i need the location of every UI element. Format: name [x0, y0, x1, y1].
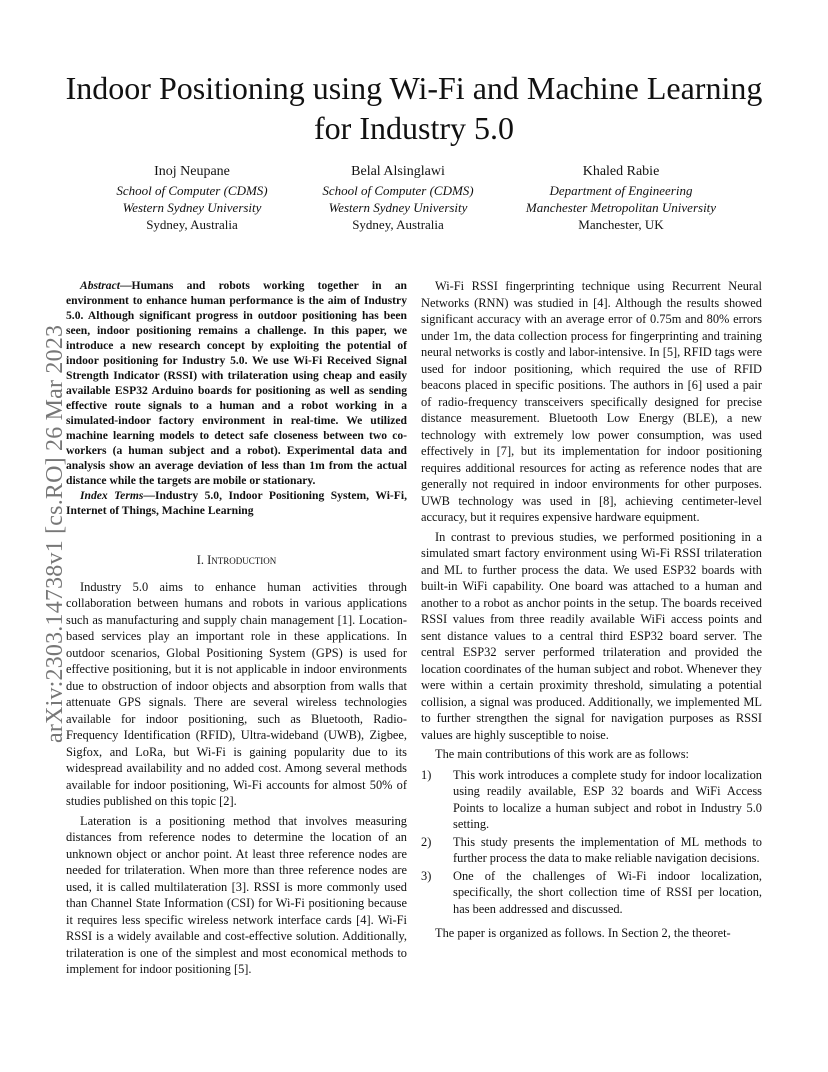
author-block-1: [77, 163, 307, 233]
author-name: Inoj Neupane: [154, 164, 230, 179]
author-place: Sydney, Australia: [146, 217, 238, 232]
abstract-text: —Humans and robots working together in an environment to enhance human performance is the aim of Industry 5.0. Although significant progress in outdoor positioning has been seen, indoor positioning remains a challenge. In this paper, we introduce a new research concept by exploiting the potential of indoor positioning for Industry 5.0. We use Wi-Fi Received Signal Strength Indicator (RSSI) with trilateration using cheap and easily available ESP32 Arduino boards for positioning as well as sending effective route signals to a human and a robot working in a simulated-indoor factory environment in real-time. We utilized machine learning models to detect safe closeness between two co-workers (a human subject and a robot). Experimental data and analysis show an average deviation of less than 1m from the actual distance while the targets are mobile or stationary.: [66, 279, 407, 487]
author-place: Sydney, Australia: [352, 217, 444, 232]
body-paragraph: The main contributions of this work are as follows:: [435, 747, 689, 761]
abstract: [66, 278, 407, 488]
right-column: [421, 278, 762, 942]
author-org: Manchester Metropolitan University: [525, 200, 717, 215]
section-title: Introduction: [207, 553, 277, 567]
contributions-list: [421, 767, 762, 918]
abstract-label: Abstract: [80, 279, 120, 292]
author-org: Western Sydney University: [122, 200, 262, 215]
section-heading: [66, 552, 407, 569]
paper-title: Indoor Positioning using Wi-Fi and Machine Learning for Industry 5.0: [65, 70, 763, 146]
list-number: 1): [421, 767, 432, 782]
list-text: This work introduces a complete study for indoor localization using readily available, ESP 32 boards and WiFi Access Points to localize a human subject and robot in Industry 5.0 setting.: [453, 767, 762, 831]
body-paragraph: In contrast to previous studies, we performed positioning in a simulated smart factory environment using Wi-Fi RSSI trilateration and ML to further process the data. We used ESP32 boards with built-in WiFi capability. One board was attached to a human and another to a robot as anchor points in the setup. The boards received RSSI values from three readily available WiFi access points and sent distance values to a central third ESP32 board server. The central ESP32 server performed trilateration and provided the location coordinates of the human subject and robot. Whenever they were within a certain proximity threshold, simulating a potential collision, a signal was produced. Additionally, we implemented ML to further strengthen the signal for navigation purposes as RSSI values are highly susceptible to noise.: [421, 529, 762, 742]
section-number: I.: [196, 553, 204, 567]
author-name: Belal Alsinglawi: [351, 164, 445, 179]
author-org: Western Sydney University: [328, 200, 468, 215]
list-text: This study presents the implementation of ML methods to further process the data to make reliable navigation decisions.: [453, 834, 762, 865]
index-terms: [66, 488, 407, 518]
list-item: [421, 767, 762, 833]
body-paragraph: Wi-Fi RSSI fingerprinting technique using Recurrent Neural Networks (RNN) was studied in [4]. Although the results showed significant accuracy with an average error of 0.75m and 80% errors under 1m, the data collection process for fingerprinting and training neural networks is costly and labor-intensive. In [5], RFID tags were used for indoor positioning, which required the use of RFID beacons placed in specific positions. The authors in [6] used a pair of radio-frequency transceivers specifically designed for precise distance measurement. Bluetooth Low Energy (BLE), a new technology with extremely low power consumption, was used effectively in [7], but its implementation for indoor positioning requires additional resources for acting as reference nodes that are generally not required in indoor environments for other purposes. UWB technology was used in [8], achieving centimeter-level accuracy, but it requires expensive hardware equipment.: [421, 279, 762, 524]
author-block-2: [283, 163, 513, 233]
author-dept: School of Computer (CDMS): [116, 183, 268, 198]
author-dept: School of Computer (CDMS): [322, 183, 474, 198]
author-dept: Department of Engineering: [549, 183, 693, 198]
body-paragraph: The paper is organized as follows. In Section 2, the theoret-: [435, 926, 731, 940]
body-paragraph: Industry 5.0 aims to enhance human activities through collaboration between humans and robots in various applications such as manufacturing and supply chain management [1]. Location-based services play an important role in these applications. In outdoor scenarios, Global Positioning System (GPS) is used for effective positioning, but it is not applicable in indoor environments due to obstruction of indoor objects and absorption from walls that attenuate GPS signals. There are several wireless technologies available for indoor positioning, such as Bluetooth, Radio-Frequency Identification (RFID), Ultra-wideband (UWB), Zigbee, Sigfox, and LoRa, but Wi-Fi is gaining popularity due to its widespread availability and no added cost. Among several methods available for indoor positioning, Wi-Fi accounts for almost 50% of studies published on this topic [2].: [66, 579, 407, 808]
list-item: [421, 834, 762, 867]
author-block-3: [506, 163, 736, 233]
arxiv-stamp: arXiv:2303.14738v1 [cs.RO] 26 Mar 2023: [42, 324, 68, 743]
left-column: [66, 278, 407, 978]
list-text: One of the challenges of Wi-Fi indoor localization, specifically, the short collection time of RSSI per location, has been addressed and discussed.: [453, 868, 762, 916]
list-item: [421, 868, 762, 918]
index-terms-label: Index Terms: [80, 489, 144, 502]
list-number: 2): [421, 834, 432, 849]
author-name: Khaled Rabie: [582, 164, 660, 179]
index-terms-text: —Industry 5.0, Indoor Positioning System, Wi-Fi, Internet of Things, Machine Learning: [66, 489, 407, 517]
list-number: 3): [421, 868, 432, 883]
body-paragraph: Lateration is a positioning method that involves measuring distances from reference nodes to determine the location of an unknown object or anchor point. At least three reference nodes are needed for trilateration. When more than three reference nodes are used, it is called multilateration [3]. RSSI is more commonly used than Channel State Information (CSI) for Wi-Fi positioning because it requires less specific wireless network interface cards [4]. Wi-Fi RSSI is a widely available and cost-effective solution. Additionally, trilateration is one of the simplest and most economical methods to implement for indoor positioning [5].: [66, 813, 407, 976]
author-place: Manchester, UK: [578, 217, 664, 232]
